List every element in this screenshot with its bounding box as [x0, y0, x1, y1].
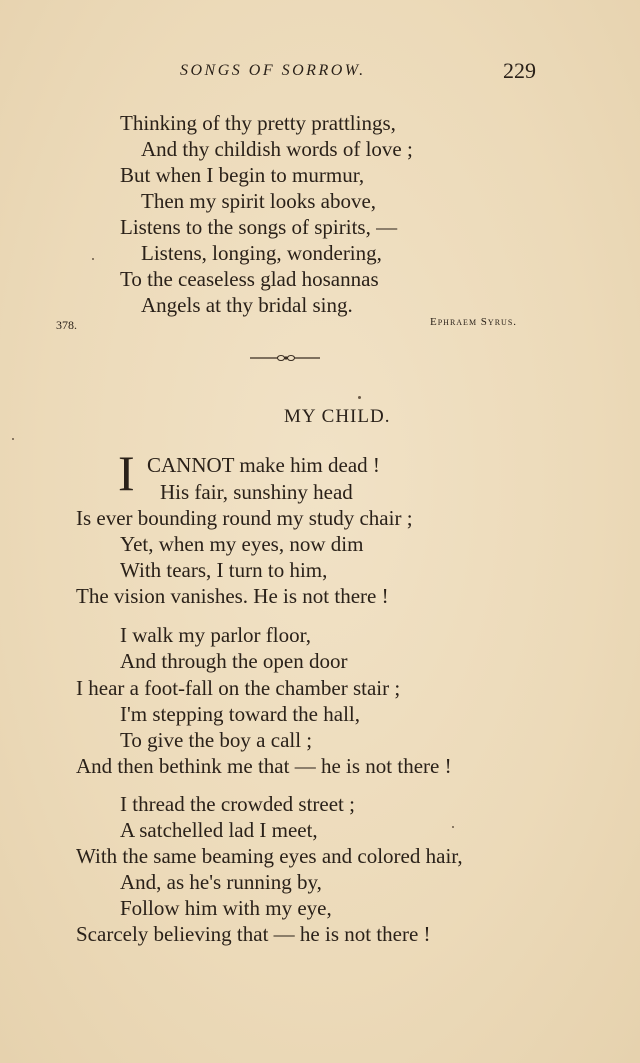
poem-line: Is ever bounding round my study chair ; — [76, 506, 413, 530]
ink-speck — [92, 258, 94, 260]
poem-line: With tears, I turn to him, — [120, 558, 328, 582]
poem-line: I'm stepping toward the hall, — [120, 702, 360, 726]
poem-line: Scarcely believing that — he is not there ! — [76, 922, 431, 946]
poem-line: To the ceaseless glad hosannas — [120, 267, 379, 291]
running-title: SONGS OF SORROW. — [180, 62, 366, 79]
ornament-divider-icon — [250, 350, 320, 366]
poem-line: The vision vanishes. He is not there ! — [76, 584, 389, 608]
running-head — [0, 58, 640, 88]
poem-line: His fair, sunshiny head — [160, 480, 353, 504]
ink-speck — [12, 438, 14, 440]
poem-line: Yet, when my eyes, now dim — [120, 532, 364, 556]
poem-line: And, as he's running by, — [120, 870, 322, 894]
poem-author: Ephraem Syrus. — [430, 316, 518, 328]
poem-line: But when I begin to murmur, — [120, 163, 365, 187]
poem-line: I walk my parlor floor, — [120, 623, 312, 647]
ink-speck — [358, 396, 361, 399]
drop-cap: I — [118, 445, 135, 501]
poem-line: A satchelled lad I meet, — [120, 818, 318, 842]
page-number: 229 — [503, 58, 536, 83]
poem-title: MY CHILD. — [284, 406, 391, 427]
poem-line: Then my spirit looks above, — [141, 189, 377, 213]
poem-line: And through the open door — [120, 649, 348, 673]
poem-line: And then bethink me that — he is not there ! — [76, 754, 452, 778]
poem-line: I thread the crowded street ; — [120, 792, 355, 816]
poem-line: With the same beaming eyes and colored hair, — [76, 844, 463, 868]
poem-line: I hear a foot-fall on the chamber stair ; — [76, 676, 401, 700]
poem-line: And thy childish words of love ; — [141, 137, 413, 161]
poem-number: 378. — [56, 318, 77, 332]
poem-line: Follow him with my eye, — [120, 896, 332, 920]
poem-line: To give the boy a call ; — [120, 728, 313, 752]
ink-speck — [452, 826, 454, 828]
poem-line: Listens, longing, wondering, — [141, 241, 382, 265]
poem-line: Listens to the songs of spirits, — — [120, 215, 398, 239]
poem-line: Thinking of thy pretty prattlings, — [120, 111, 396, 135]
poem-line: CANNOT make him dead ! — [147, 453, 380, 477]
poem-line: Angels at thy bridal sing. — [141, 293, 353, 317]
